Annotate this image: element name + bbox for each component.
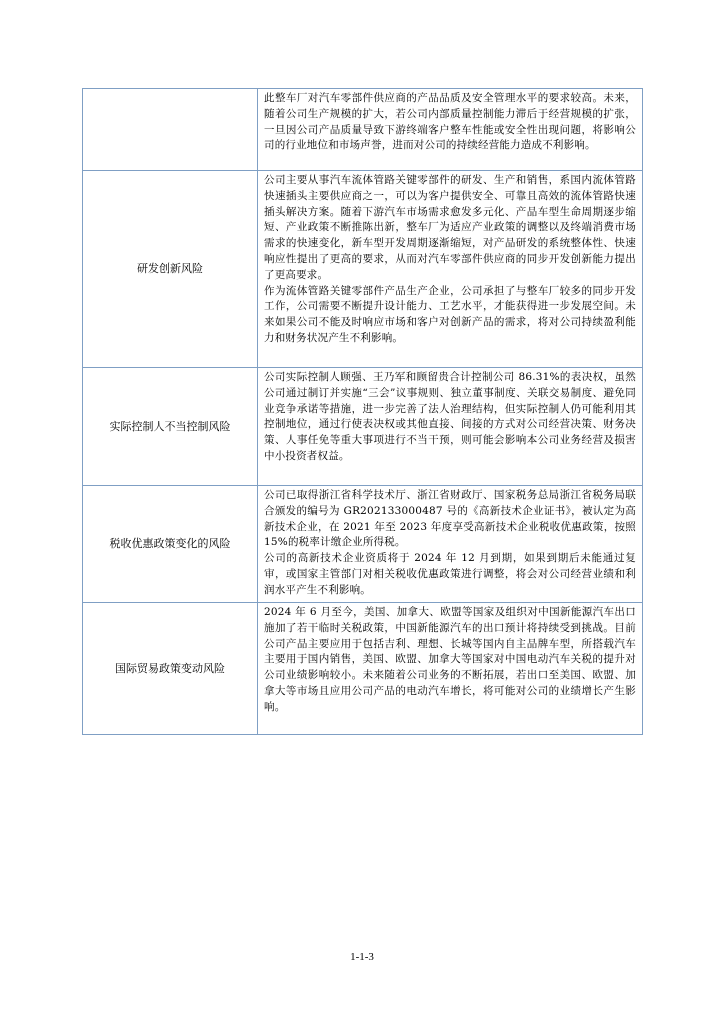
risk-description-cell — [258, 368, 643, 486]
risk-paragraph: 公司的高新技术企业资质将于 2024 年 12 月到期，如果到期后未能通过复审，或国家主管部门对相关税收优惠政策进行调整，将会对公司经营业绩和利润水平产生不利影响。 — [264, 552, 636, 596]
page-number: 1-1-3 — [350, 951, 374, 963]
risk-name-cell: 研发创新风险 — [83, 171, 258, 368]
risk-paragraph: 公司实际控制人顾强、王乃军和顾留贵合计控制公司 86.31%的表决权，虽然公司通过制订并实施“三会”议事规则、独立董事制度、关联交易制度、避免同业竞争承诺等措施，进一步完善了法人治理结构，但实际控制人仍可能利用其控制地位，通过行使表决权或其他直接、间接的方式对公司经营决策、财务决策、人事任免等重大事项进行不当干预，则可能会影响本公司业务经营及损害中小投资者权益。 — [264, 371, 636, 462]
risk-paragraph: 公司已取得浙江省科学技术厅、浙江省财政厅、国家税务总局浙江省税务局联合颁发的编号为 GR202133000487 号的《高新技术企业证书》，被认定为高新技术企业，在 2021 年至 2023 年度享受高新技术企业税收优惠政策，按照 15%的税率计缴企业所得税。 — [264, 489, 636, 549]
risk-paragraph: 公司主要从事汽车流体管路关键零部件的研发、生产和销售，系国内流体管路快速插头主要供应商之一，可以为客户提供安全、可靠且高效的流体管路快速插头解决方案。随着下游汽车市场需求愈发多元化、产品车型生命周期逐步缩短、产业政策不断推陈出新，整车厂为适应产业政策的调整以及终端消费市场需求的快速变化，新车型开发周期逐渐缩短，对产品研发的系统整体性、快速响应性提出了更高的要求，从而对汽车零部件供应商的同步开发创新能力提出了更高要求。 — [264, 174, 636, 281]
table-row — [83, 89, 643, 171]
table-row — [83, 486, 643, 603]
risk-name-cell — [83, 89, 258, 171]
risk-paragraph: 2024 年 6 月至今，美国、加拿大、欧盟等国家及组织对中国新能源汽车出口施加了若干临时关税政策，中国新能源汽车的出口预计将持续受到挑战。目前公司产品主要应用于包括吉利、理想、长城等国内自主品牌车型，所搭载汽车主要用于国内销售，美国、欧盟、加拿大等国家对中国电动汽车关税的提升对公司业绩影响较小。未来随着公司业务的不断拓展，若出口至美国、欧盟、加拿大等市场且应用公司产品的电动汽车增长，将可能对公司的业绩增长产生影响。 — [264, 606, 636, 713]
risk-name-cell: 国际贸易政策变动风险 — [83, 603, 258, 735]
table-row — [83, 603, 643, 735]
table-row — [83, 368, 643, 486]
risk-description-cell — [258, 89, 643, 171]
risk-paragraph: 此整车厂对汽车零部件供应商的产品品质及安全管理水平的要求较高。未来，随着公司生产规模的扩大，若公司内部质量控制能力滞后于经营规模的扩张，一旦因公司产品质量导致下游终端客户整车性能或安全性出现问题，将影响公司的行业地位和市场声誉，进而对公司的持续经营能力造成不利影响。 — [264, 92, 636, 152]
risk-name-cell: 税收优惠政策变化的风险 — [83, 486, 258, 603]
risk-name-cell: 实际控制人不当控制风险 — [83, 368, 258, 486]
table-row — [83, 171, 643, 368]
risk-paragraph: 作为流体管路关键零部件产品生产企业，公司承担了与整车厂较多的同步开发工作，公司需要不断提升设计能力、工艺水平，才能获得进一步发展空间。未来如果公司不能及时响应市场和客户对创新产品的需求，将对公司持续盈利能力和财务状况产生不利影响。 — [264, 284, 636, 344]
risk-description-cell — [258, 486, 643, 603]
risk-table — [82, 88, 643, 735]
risk-description-cell — [258, 603, 643, 735]
risk-description-cell — [258, 171, 643, 368]
